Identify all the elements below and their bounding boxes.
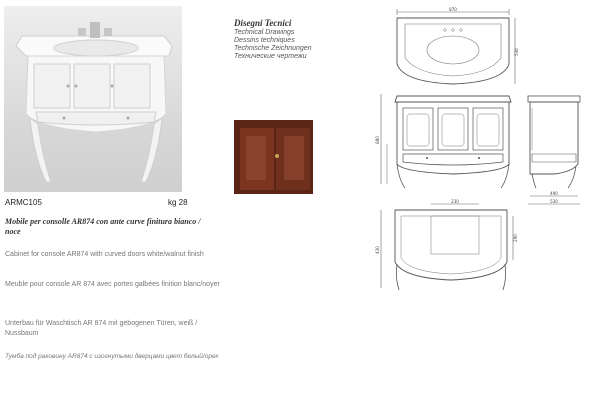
heading-russian: Технические чертежи [234,53,307,60]
product-weight: kg 28 [168,198,188,207]
heading-italian: Disegni Tecnici [234,18,292,28]
bottom-plan-drawing [375,198,525,298]
dim-bottom-opening: 230 [451,199,459,204]
heading-english: Technical Drawings [234,29,295,36]
top-plan-drawing [385,6,525,88]
dim-side-depth-1: 490 [550,191,558,196]
dim-side-depth-2: 530 [550,199,558,204]
description-french: Meuble pour console AR 874 avec portes galbées finition blanc/noyer [5,281,220,288]
description-italian: Mobile per consolle AR874 con ante curve finitura bianco / noce [5,217,201,236]
side-elevation-drawing [520,88,596,208]
walnut-finish-photo [234,120,313,194]
dim-cabinet-height: 880 [375,136,380,144]
heading-french: Dessins techniques [234,37,295,44]
front-elevation-drawing [375,88,525,196]
product-photo [4,6,182,192]
dim-top-depth: 536 [514,48,519,56]
dim-top-width: 870 [449,7,457,12]
vanity-cabinet-image [4,6,182,192]
description-russian: Тумба под раковину AR874 с изогнутыми дверцами цвет белый/орех [5,353,219,360]
product-code: ARMC105 [5,198,42,207]
heading-german: Technische Zeichnungen [234,45,312,52]
description-german: Unterbau für Waschtisch AR 874 mit gebogenen Türen, weiß / Nussbaum [5,320,198,337]
walnut-cabinet-detail [234,120,313,194]
technical-drawings-heading [234,18,312,61]
dim-bottom-depth: 290 [513,234,518,242]
dim-plan-depth: 430 [375,246,380,254]
description-english: Cabinet for console AR874 with curved doors white/walnut finish [5,251,204,258]
